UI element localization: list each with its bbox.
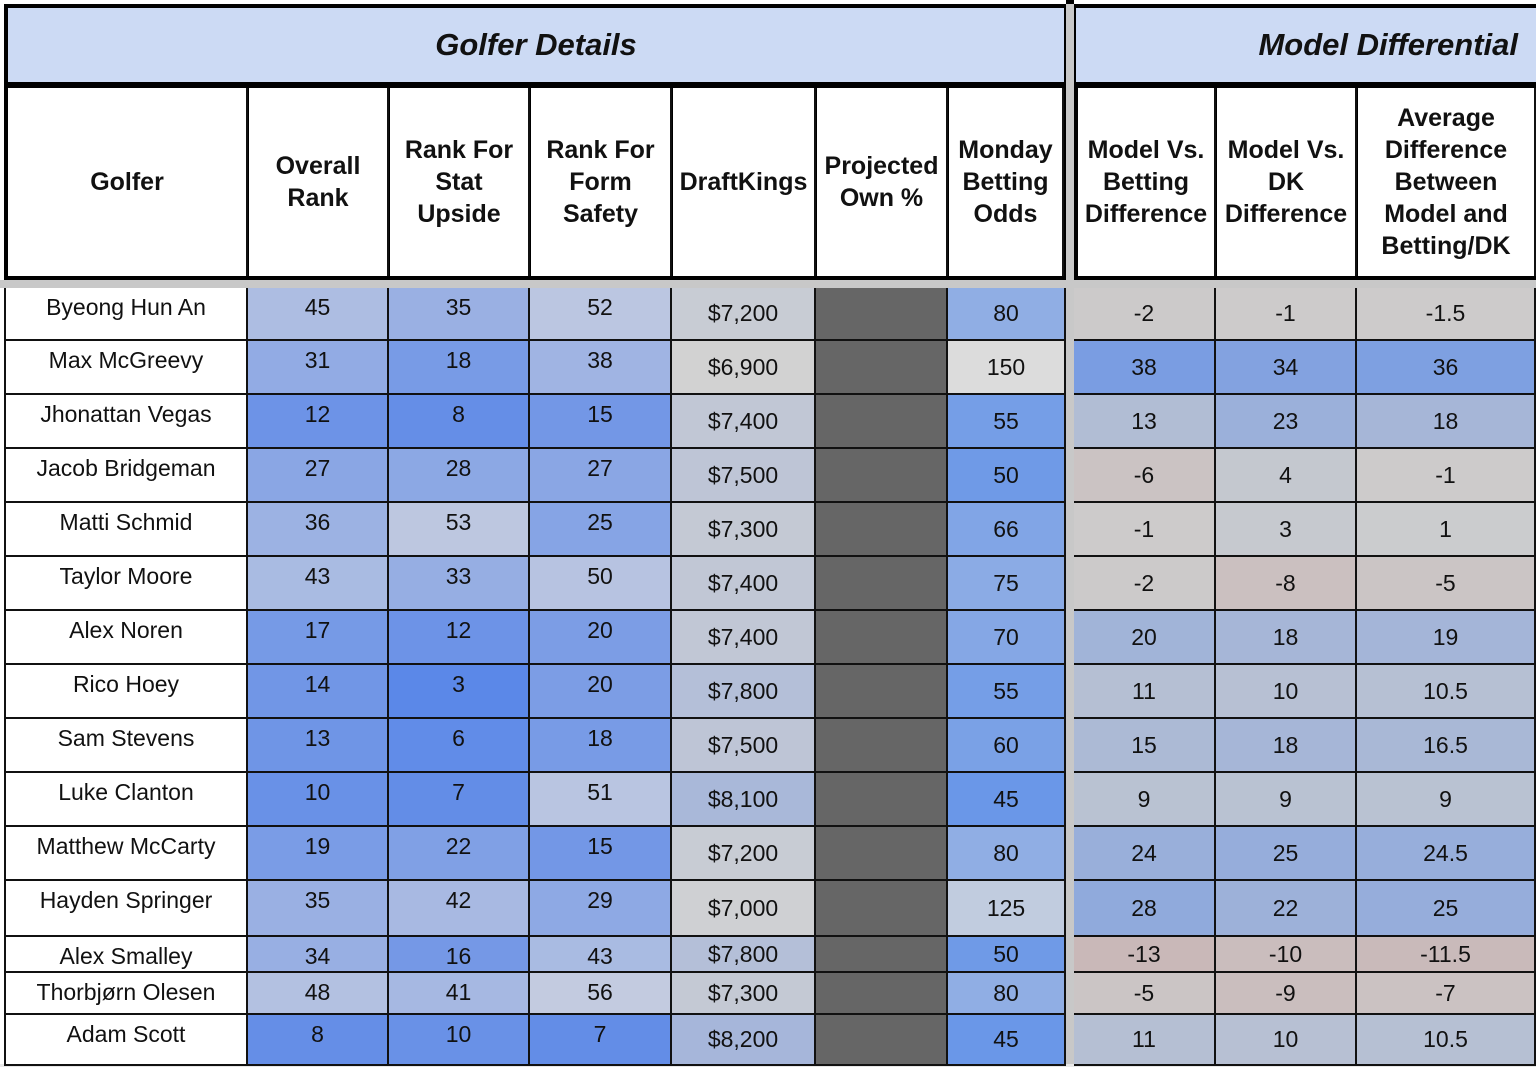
stat-upside-rank-cell: 12 — [389, 611, 530, 665]
average-difference-cell: 1 — [1357, 503, 1536, 557]
average-difference-cell: -1.5 — [1357, 288, 1536, 341]
overall-rank-cell: 13 — [248, 719, 389, 773]
average-difference-cell: 36 — [1357, 341, 1536, 395]
projected-own-cell — [816, 288, 948, 341]
draftkings-salary-cell: $7,400 — [672, 395, 816, 449]
projected-own-cell — [816, 611, 948, 665]
stat-upside-rank-cell: 42 — [389, 881, 530, 937]
form-safety-rank-cell: 56 — [530, 973, 672, 1015]
overall-rank-cell: 36 — [248, 503, 389, 557]
stat-upside-rank-cell: 18 — [389, 341, 530, 395]
draftkings-salary-cell: $7,300 — [672, 973, 816, 1015]
model-vs-betting-diff-cell: 9 — [1074, 773, 1216, 827]
average-difference-cell: 24.5 — [1357, 827, 1536, 881]
golfer-cell: Jacob Bridgeman — [4, 449, 248, 503]
form-safety-rank-cell: 29 — [530, 881, 672, 937]
model-vs-dk-diff-cell: 4 — [1216, 449, 1357, 503]
golfer-cell: Hayden Springer — [4, 881, 248, 937]
projected-own-cell — [816, 973, 948, 1015]
golfer-cell: Jhonattan Vegas — [4, 395, 248, 449]
stat-upside-rank-cell: 22 — [389, 827, 530, 881]
projected-own-cell — [816, 449, 948, 503]
model-vs-betting-diff-cell: 24 — [1074, 827, 1216, 881]
model-vs-dk-diff-cell: -1 — [1216, 288, 1357, 341]
form-safety-rank-cell: 20 — [530, 665, 672, 719]
model-vs-betting-diff-cell: 28 — [1074, 881, 1216, 937]
monday-betting-odds-cell: 55 — [948, 395, 1066, 449]
average-difference-cell: 16.5 — [1357, 719, 1536, 773]
stat-upside-rank-cell: 41 — [389, 973, 530, 1015]
draftkings-salary-cell: $7,500 — [672, 719, 816, 773]
section-title: Model Differential — [1258, 27, 1518, 62]
column-header-form-safety-rank: Rank For Form Safety — [531, 88, 672, 276]
column-header-monday-betting-odds: Monday Betting Odds — [949, 88, 1064, 276]
golfer-cell: Byeong Hun An — [4, 288, 248, 341]
monday-betting-odds-cell: 45 — [948, 1015, 1066, 1066]
form-safety-rank-cell: 25 — [530, 503, 672, 557]
draftkings-salary-cell: $7,200 — [672, 288, 816, 341]
average-difference-cell: 25 — [1357, 881, 1536, 937]
overall-rank-cell: 27 — [248, 449, 389, 503]
golfer-cell: Alex Noren — [4, 611, 248, 665]
stat-upside-rank-cell: 6 — [389, 719, 530, 773]
golfer-cell: Matthew McCarty — [4, 827, 248, 881]
golfer-cell: Sam Stevens — [4, 719, 248, 773]
model-vs-betting-diff-cell: -2 — [1074, 557, 1216, 611]
draftkings-salary-cell: $7,300 — [672, 503, 816, 557]
model-vs-dk-diff-cell: 34 — [1216, 341, 1357, 395]
model-vs-betting-diff-cell: 38 — [1074, 341, 1216, 395]
monday-betting-odds-cell: 125 — [948, 881, 1066, 937]
projected-own-cell — [816, 503, 948, 557]
golfer-cell: Rico Hoey — [4, 665, 248, 719]
monday-betting-odds-cell: 55 — [948, 665, 1066, 719]
model-vs-betting-diff-cell: 11 — [1074, 1015, 1216, 1066]
draftkings-salary-cell: $7,500 — [672, 449, 816, 503]
projected-own-cell — [816, 395, 948, 449]
average-difference-cell: 18 — [1357, 395, 1536, 449]
draftkings-salary-cell: $7,200 — [672, 827, 816, 881]
model-vs-betting-diff-cell: -1 — [1074, 503, 1216, 557]
model-vs-dk-diff-cell: 10 — [1216, 1015, 1357, 1066]
stat-upside-rank-cell: 3 — [389, 665, 530, 719]
form-safety-rank-cell: 50 — [530, 557, 672, 611]
model-vs-betting-diff-cell: 11 — [1074, 665, 1216, 719]
model-vs-dk-diff-cell: -10 — [1216, 937, 1357, 973]
monday-betting-odds-cell: 75 — [948, 557, 1066, 611]
golfer-cell: Thorbjørn Olesen — [4, 973, 248, 1015]
golfer-cell: Alex Smalley — [4, 937, 248, 973]
monday-betting-odds-cell: 50 — [948, 937, 1066, 973]
model-vs-betting-diff-cell: -6 — [1074, 449, 1216, 503]
section-divider-top — [1066, 0, 1074, 4]
stat-upside-rank-cell: 10 — [389, 1015, 530, 1066]
golfer-cell: Matti Schmid — [4, 503, 248, 557]
form-safety-rank-cell: 15 — [530, 827, 672, 881]
model-vs-dk-diff-cell: -9 — [1216, 973, 1357, 1015]
overall-rank-cell: 45 — [248, 288, 389, 341]
overall-rank-cell: 19 — [248, 827, 389, 881]
stat-upside-rank-cell: 53 — [389, 503, 530, 557]
model-vs-betting-diff-cell: 15 — [1074, 719, 1216, 773]
monday-betting-odds-cell: 80 — [948, 827, 1066, 881]
monday-betting-odds-cell: 45 — [948, 773, 1066, 827]
golfer-cell: Max McGreevy — [4, 341, 248, 395]
model-vs-betting-diff-cell: -2 — [1074, 288, 1216, 341]
model-vs-betting-diff-cell: -5 — [1074, 973, 1216, 1015]
draftkings-salary-cell: $7,400 — [672, 557, 816, 611]
average-difference-cell: -5 — [1357, 557, 1536, 611]
monday-betting-odds-cell: 50 — [948, 449, 1066, 503]
section-model-differential — [1072, 4, 1536, 86]
projected-own-cell — [816, 881, 948, 937]
overall-rank-cell: 17 — [248, 611, 389, 665]
golfer-cell: Adam Scott — [4, 1015, 248, 1066]
overall-rank-cell: 12 — [248, 395, 389, 449]
form-safety-rank-cell: 38 — [530, 341, 672, 395]
section-title: Golfer Details — [435, 27, 637, 62]
overall-rank-cell: 14 — [248, 665, 389, 719]
average-difference-cell: 10.5 — [1357, 665, 1536, 719]
overall-rank-cell: 35 — [248, 881, 389, 937]
overall-rank-cell: 43 — [248, 557, 389, 611]
column-header-golfer: Golfer — [8, 88, 248, 276]
draftkings-salary-cell: $7,000 — [672, 881, 816, 937]
form-safety-rank-cell: 15 — [530, 395, 672, 449]
model-vs-betting-diff-cell: -13 — [1074, 937, 1216, 973]
column-header-model-vs-dk-diff: Model Vs. DK Difference — [1217, 88, 1357, 276]
overall-rank-cell: 31 — [248, 341, 389, 395]
model-vs-dk-diff-cell: 18 — [1216, 719, 1357, 773]
form-safety-rank-cell: 18 — [530, 719, 672, 773]
draftkings-salary-cell: $7,800 — [672, 937, 816, 973]
average-difference-cell: 19 — [1357, 611, 1536, 665]
model-vs-dk-diff-cell: 3 — [1216, 503, 1357, 557]
golfer-cell: Taylor Moore — [4, 557, 248, 611]
stat-upside-rank-cell: 7 — [389, 773, 530, 827]
overall-rank-cell: 10 — [248, 773, 389, 827]
form-safety-rank-cell: 7 — [530, 1015, 672, 1066]
section-golfer-details — [4, 4, 1068, 86]
model-vs-betting-diff-cell: 20 — [1074, 611, 1216, 665]
overall-rank-cell: 8 — [248, 1015, 389, 1066]
average-difference-cell: 9 — [1357, 773, 1536, 827]
projected-own-cell — [816, 937, 948, 973]
stat-upside-rank-cell: 16 — [389, 937, 530, 973]
column-header-draftkings-salary: DraftKings — [673, 88, 816, 276]
stat-upside-rank-cell: 8 — [389, 395, 530, 449]
golfer-cell: Luke Clanton — [4, 773, 248, 827]
projected-own-cell — [816, 827, 948, 881]
monday-betting-odds-cell: 60 — [948, 719, 1066, 773]
model-vs-dk-diff-cell: -8 — [1216, 557, 1357, 611]
form-safety-rank-cell: 51 — [530, 773, 672, 827]
monday-betting-odds-cell: 150 — [948, 341, 1066, 395]
stat-upside-rank-cell: 33 — [389, 557, 530, 611]
model-vs-dk-diff-cell: 9 — [1216, 773, 1357, 827]
form-safety-rank-cell: 20 — [530, 611, 672, 665]
overall-rank-cell: 48 — [248, 973, 389, 1015]
model-vs-dk-diff-cell: 22 — [1216, 881, 1357, 937]
average-difference-cell: -7 — [1357, 973, 1536, 1015]
draftkings-salary-cell: $6,900 — [672, 341, 816, 395]
average-difference-cell: 10.5 — [1357, 1015, 1536, 1066]
draftkings-salary-cell: $8,200 — [672, 1015, 816, 1066]
draftkings-salary-cell: $7,400 — [672, 611, 816, 665]
projected-own-cell — [816, 719, 948, 773]
draftkings-salary-cell: $7,800 — [672, 665, 816, 719]
projected-own-cell — [816, 773, 948, 827]
column-header-average-difference: Average Difference Between Model and Betting/DK — [1358, 88, 1536, 276]
section-divider — [1066, 0, 1074, 1067]
stat-upside-rank-cell: 28 — [389, 449, 530, 503]
average-difference-cell: -1 — [1357, 449, 1536, 503]
monday-betting-odds-cell: 70 — [948, 611, 1066, 665]
projected-own-cell — [816, 341, 948, 395]
stat-upside-rank-cell: 35 — [389, 288, 530, 341]
draftkings-salary-cell: $8,100 — [672, 773, 816, 827]
form-safety-rank-cell: 43 — [530, 937, 672, 973]
model-vs-dk-diff-cell: 10 — [1216, 665, 1357, 719]
monday-betting-odds-cell: 66 — [948, 503, 1066, 557]
model-vs-dk-diff-cell: 25 — [1216, 827, 1357, 881]
projected-own-cell — [816, 557, 948, 611]
header-gap — [0, 280, 1536, 288]
column-header-projected-own: Projected Own % — [817, 88, 948, 276]
overall-rank-cell: 34 — [248, 937, 389, 973]
form-safety-rank-cell: 52 — [530, 288, 672, 341]
column-header-overall-rank: Overall Rank — [249, 88, 389, 276]
model-vs-dk-diff-cell: 23 — [1216, 395, 1357, 449]
model-vs-betting-diff-cell: 13 — [1074, 395, 1216, 449]
model-vs-dk-diff-cell: 18 — [1216, 611, 1357, 665]
form-safety-rank-cell: 27 — [530, 449, 672, 503]
monday-betting-odds-cell: 80 — [948, 288, 1066, 341]
projected-own-cell — [816, 1015, 948, 1066]
projected-own-cell — [816, 665, 948, 719]
column-header-stat-upside-rank: Rank For Stat Upside — [390, 88, 530, 276]
column-header-model-vs-betting-diff: Model Vs. Betting Difference — [1078, 88, 1216, 276]
monday-betting-odds-cell: 80 — [948, 973, 1066, 1015]
average-difference-cell: -11.5 — [1357, 937, 1536, 973]
